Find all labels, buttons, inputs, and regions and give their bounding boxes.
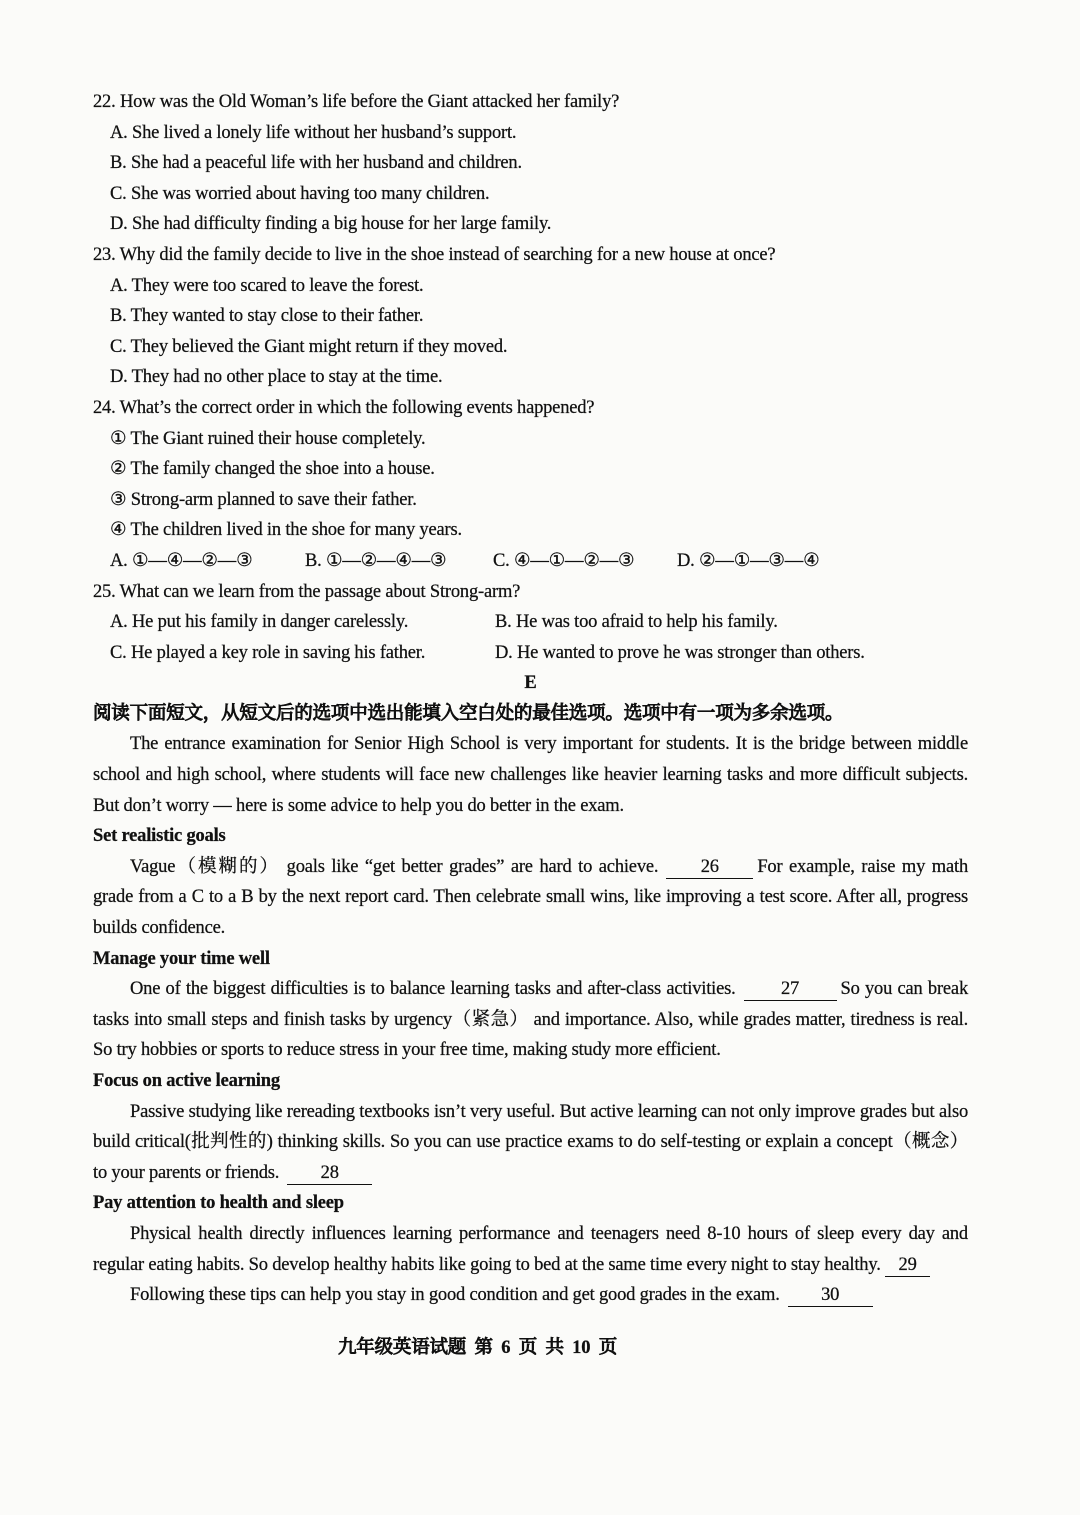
- section-e-letter: E: [524, 673, 537, 694]
- question-23-option-d: D. They had no other place to stay at the time.: [110, 367, 443, 388]
- question-23-option-c: C. They believed the Giant might return if they moved.: [110, 336, 508, 357]
- question-24-event-1: ① The Giant ruined their house completely.: [110, 428, 426, 449]
- paragraph-goals-text-before: Vague（模糊的） goals like “get better grades” are hard to achieve.: [130, 856, 659, 877]
- question-24-event-4: ④ The children lived in the shoe for many years.: [110, 520, 462, 541]
- section-heading-health: Pay attention to health and sleep: [93, 1193, 344, 1214]
- question-23-option-b: B. They wanted to stay close to their father.: [110, 306, 424, 327]
- paragraph-active-learning: [93, 1097, 968, 1189]
- section-heading-goals: Set realistic goals: [93, 826, 226, 847]
- question-25-option-a: A. He put his family in danger carelessly.: [110, 612, 409, 633]
- question-25-stem: 25. What can we learn from the passage about Strong-arm?: [93, 581, 521, 602]
- section-heading-time: Manage your time well: [93, 948, 270, 969]
- paragraph-health-text: Physical health directly influences learning performance and teenagers need 8-10 hours of sleep every day and regular eating habits. So develop healthy habits like going to bed at the same time every night to stay healthy.: [93, 1223, 968, 1275]
- blank-30: 30: [788, 1284, 873, 1307]
- paragraph-goals: [93, 852, 968, 944]
- section-heading-active-learning: Focus on active learning: [93, 1071, 280, 1091]
- question-24-stem: 24. What’s the correct order in which the following events happened?: [93, 397, 595, 418]
- question-24-options-row: [93, 546, 968, 577]
- question-24-event-3: ③ Strong-arm planned to save their father.: [110, 489, 417, 510]
- blank-28: 28: [287, 1162, 372, 1185]
- blank-26: 26: [666, 856, 753, 879]
- question-25-options-row-1: [93, 607, 968, 638]
- question-23-stem: 23. Why did the family decide to live in the shoe instead of searching for a new house at once?: [93, 244, 776, 265]
- question-24-option-d: D. ②—①—③—④: [677, 550, 820, 571]
- page-footer: 九年级英语试题 第 6 页 共 10 页: [338, 1337, 618, 1358]
- question-22-option-b: B. She had a peaceful life with her husband and children.: [110, 153, 522, 174]
- blank-27: 27: [744, 978, 837, 1001]
- paragraph-time-text-before: One of the biggest difficulties is to balance learning tasks and after-class activities.: [130, 979, 736, 1000]
- question-24-option-b: B. ①—②—④—③: [305, 550, 447, 571]
- section-e-instruction: 阅读下面短文，从短文后的选项中选出能填入空白处的最佳选项。选项中有一项为多余选项。: [93, 703, 844, 724]
- blank-29: 29: [885, 1254, 930, 1277]
- paragraph-active-learning-text: Passive studying like rereading textbooks isn’t very useful. But active learning can not only improve grades but also build critical(批判性的) thinking skills. So you can use practice exams to do self-testing or explain a concept（概念） to your parents or friends.: [93, 1101, 968, 1183]
- closing-paragraph: [93, 1280, 968, 1311]
- paragraph-goals-text-after: For example, raise my math grade from a C to a B by the next report card. Then celebrate small wins, like improving a test score. After all, progress builds confidence.: [93, 856, 969, 939]
- question-24-option-c: C. ④—①—②—③: [493, 550, 635, 571]
- question-23-option-a: A. They were too scared to leave the forest.: [110, 275, 424, 296]
- question-22-option-c: C. She was worried about having too many children.: [110, 183, 490, 204]
- paragraph-health: [93, 1219, 968, 1280]
- question-24-option-a: A. ①—④—②—③: [110, 550, 253, 571]
- question-25-options-row-2: [93, 638, 968, 669]
- question-22-option-a: A. She lived a lonely life without her husband’s support.: [110, 122, 517, 143]
- question-22-option-d: D. She had difficulty finding a big house for her large family.: [110, 214, 552, 235]
- paragraph-time: [93, 974, 968, 1066]
- question-25-option-c: C. He played a key role in saving his father.: [110, 642, 426, 663]
- closing-paragraph-text: Following these tips can help you stay in good condition and get good grades in the exam.: [130, 1285, 780, 1306]
- question-25-option-d: D. He wanted to prove he was stronger than others.: [495, 642, 865, 663]
- section-e-intro-paragraph: The entrance examination for Senior High School is very important for students. It is the bridge between middle school and high school, where students will face new challenges like heavier learning tasks and more difficult subjects. But don’t worry — here is some advice to help you do better in the exam.: [93, 734, 968, 816]
- question-22-stem: 22. How was the Old Woman’s life before the Giant attacked her family?: [93, 92, 620, 112]
- question-24-event-2: ② The family changed the shoe into a house.: [110, 459, 435, 480]
- question-25-option-b: B. He was too afraid to help his family.: [495, 612, 778, 633]
- paragraph-time-text-after: So you can break tasks into small steps and finish tasks by urgency（紧急） and importance. Also, while grades matter, tiredness is real. So try hobbies or sports to reduce stress in your free time, making study more efficient.: [93, 979, 968, 1061]
